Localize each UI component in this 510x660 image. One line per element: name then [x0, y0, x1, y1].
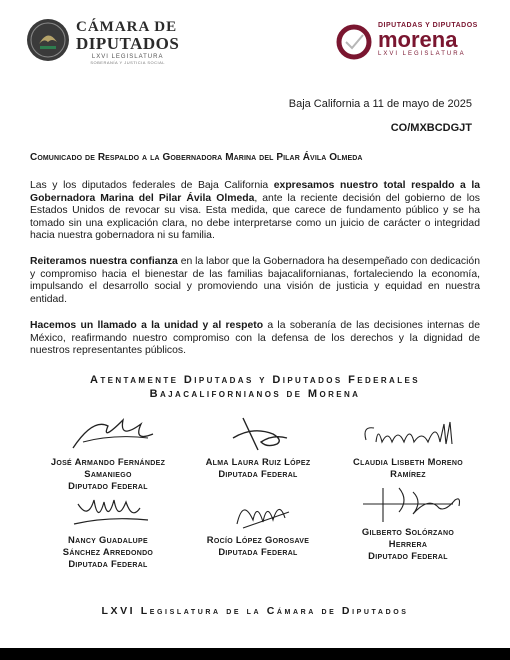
signature-1: [53, 412, 163, 456]
subject-line: Comunicado de Respaldo a la Gobernadora Marina del Pilar Ávila Olmeda: [30, 152, 363, 163]
paragraph-3-bold: Hacemos un llamado a la unidad y al respeto: [30, 320, 264, 331]
camara-diputados-logo: [26, 18, 196, 64]
signature-2: [203, 412, 313, 456]
signature-5: [203, 490, 313, 534]
morena-tagline: DIPUTADAS Y DIPUTADOS: [378, 22, 478, 29]
paragraph-2: [30, 256, 480, 306]
signature-3: [348, 412, 468, 456]
signatory-3-name-line2: Ramírez: [390, 468, 426, 479]
paragraph-2-text: en la labor que la Gobernadora ha desempeñado con dedicación y compromiso hacia el bienestar de las familias bajacalifornianas, fortaleciendo la economía, impulsando el desarrollo social y promoviendo una visión de justicia y equidad en nuestra entidad.: [30, 256, 480, 305]
mexican-seal-icon: [26, 18, 70, 62]
signatory-6-name-line1: Gilberto Solórzano: [361, 526, 455, 537]
closing-line-1: Atentamente Diputadas y Diputados Federales: [90, 374, 420, 386]
signatory-1-name-line2: Samaniego: [84, 468, 132, 479]
closing-line-2: Bajacalifornianos de Morena: [149, 388, 361, 400]
morena-logo: [336, 22, 486, 66]
paragraph-1-bold: expresamos nuestro total respaldo a la Gobernadora Marina del Pilar Ávila Olmeda: [30, 180, 480, 204]
signatory-5-title: Diputada Federal: [218, 546, 298, 557]
paragraph-2-bold: Reiteramos nuestra confianza: [30, 256, 178, 267]
signature-4: [48, 490, 168, 534]
morena-check-icon: [336, 24, 372, 60]
signature-block-6: [328, 482, 488, 562]
signatory-4-title: Diputada Federal: [68, 558, 148, 569]
signatory-4-name-line1: Nancy Guadalupe: [68, 534, 148, 545]
signature-block-4: [28, 490, 188, 570]
signatory-1-title: Diputado Federal: [68, 480, 148, 491]
morena-legislature: LXVI LEGISLATURA: [378, 51, 466, 57]
signatory-5-name-line1: Rocío López Gorosave: [206, 534, 310, 545]
signatory-6-name-line2: Herrera: [388, 538, 428, 549]
signatory-3-name-line1: Claudia Lisbeth Moreno: [353, 456, 463, 467]
signatory-2-name-line1: Alma Laura Ruiz López: [205, 456, 311, 467]
bottom-bar: [0, 648, 510, 660]
signatory-2-title: Diputada Federal: [218, 468, 298, 479]
paragraph-1: [30, 180, 480, 243]
signature-block-5: [178, 490, 338, 558]
signature-block-2: [178, 412, 338, 480]
signatory-4-name-line2: Sánchez Arredondo: [62, 546, 154, 557]
paragraph-1-text-c: , ante la reciente decisión del gobierno de los Estados Unidos de revocar su visa. Esta medida, que carece de fundamento público y se ha tomado sin una explicación clara, no debe interpretarse como un juicio de carácter o integridad hacia nuestra gobernadora ni su familia.: [30, 192, 481, 242]
signatory-6-title: Diputado Federal: [368, 550, 448, 561]
footer-legislature: LXVI Legislatura de la Cámara de Diputados: [101, 605, 409, 617]
signature-block-3: [328, 412, 488, 480]
camara-legislature: LXVI LEGISLATURA: [91, 54, 164, 60]
signatory-1-name-line1: José Armando Fernández: [50, 456, 166, 467]
signature-6: [343, 482, 473, 526]
signature-block-1: [28, 412, 188, 492]
document-folio: CO/MXBCDGJT: [390, 122, 472, 134]
place-date: Baja California a 11 de mayo de 2025: [288, 98, 472, 110]
camara-motto: SOBERANÍA Y JUSTICIA SOCIAL: [90, 60, 166, 65]
paragraph-3: [30, 320, 480, 358]
morena-wordmark: morena: [378, 27, 458, 52]
paragraph-3-text: a la soberanía de las decisiones internas de México, reafirmando nuestro compromiso con la defensa de los derechos y la dignidad de nuestros representantes públicos.: [30, 320, 480, 357]
camara-title-line2: DIPUTADOS: [76, 34, 180, 53]
camara-title-line1: CÁMARA DE: [76, 19, 178, 35]
paragraph-1-text-a: Las y los diputados federales de Baja California: [30, 180, 274, 191]
